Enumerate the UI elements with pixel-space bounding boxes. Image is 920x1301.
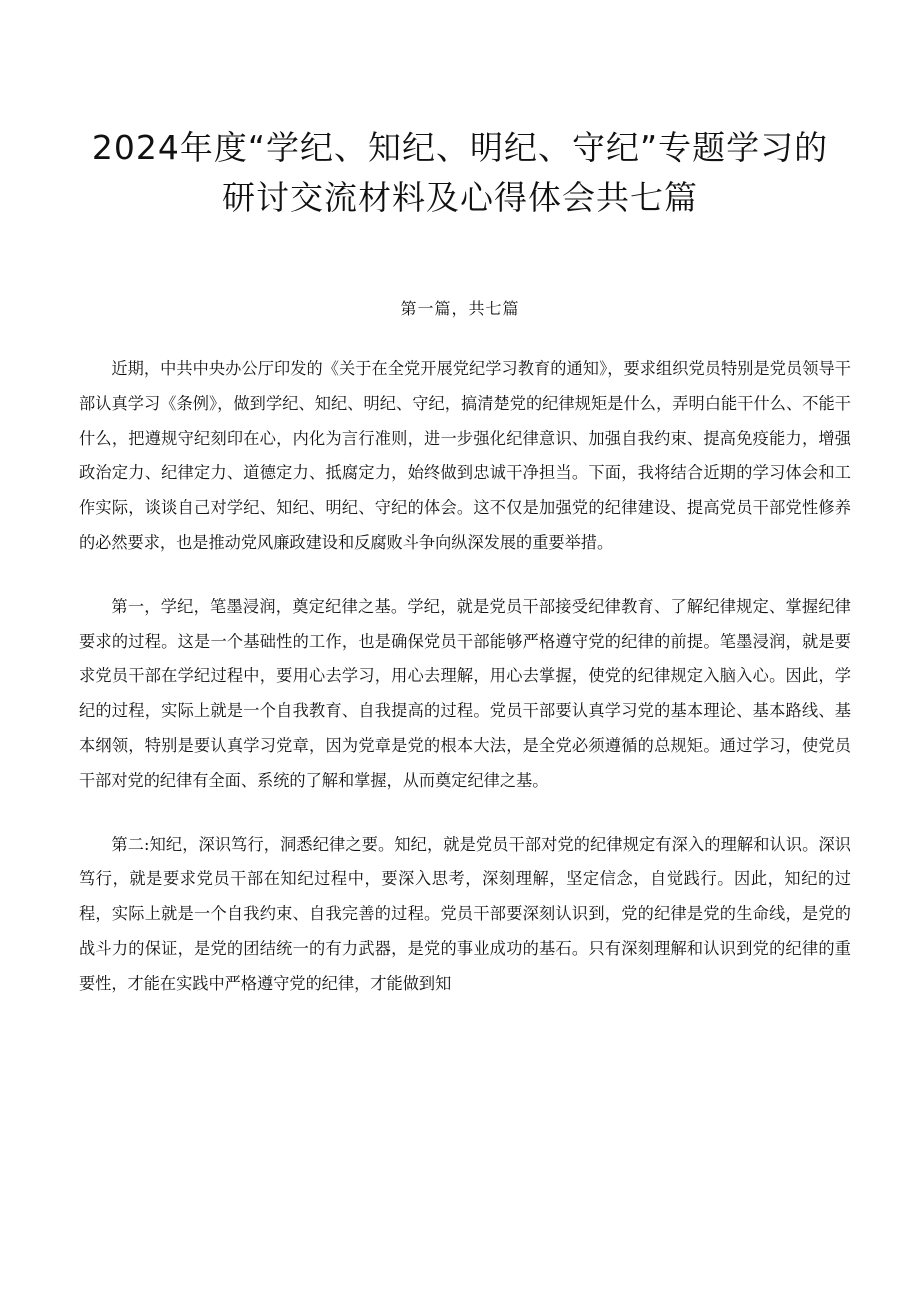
document-title-line-2: 研讨交流材料及心得体会共七篇 [222,178,698,217]
document-body [79,352,851,1031]
section-heading: 第一篇，共七篇 [400,299,520,318]
paragraph-first-point: 第一，学纪，笔墨浸润，奠定纪律之基。学纪，就是党员干部接受纪律教育、了解纪律规定、掌握纪律要求的过程。这是一个基础性的工作，也是确保党员干部能够严格遵守党的纪律的前提。笔墨浸润，就是要求党员干部在学纪过程中，要用心去学习，用心去理解，用心去掌握，使党的纪律规定入脑入心。因此，学纪的过程，实际上就是一个自我教育、自我提高的过程。党员干部要认真学习党的基本理论、基本路线、基本纲领，特别是要认真学习党章，因为党章是党的根本大法，是全党必须遵循的总规矩。通过学习，使党员干部对党的纪律有全面、系统的了解和掌握，从而奠定纪律之基。 [79,596,851,790]
paragraph-second-point: 第二:知纪，深识笃行，洞悉纪律之要。知纪，就是党员干部对党的纪律规定有深入的理解和认识。深识笃行，就是要求党员干部在知纪过程中，要深入思考，深刻理解，坚定信念，自觉践行。因此，知纪的过程，实际上就是一个自我约束、自我完善的过程。党员干部要深刻认识到，党的纪律是党的生命线，是党的战斗力的保证，是党的团结统一的有力武器，是党的事业成功的基石。只有深刻理解和认识到党的纪律的重要性，才能在实践中严格遵守党的纪律，才能做到知 [79,834,851,993]
document-title-line-1: 2024年度“学纪、知纪、明纪、守纪”专题学习的 [91,128,829,167]
paragraph-intro: 近期，中共中央办公厅印发的《关于在全党开展党纪学习教育的通知》，要求组织党员特别是党员领导干部认真学习《条例》，做到学纪、知纪、明纪、守纪，搞清楚党的纪律规矩是什么，弄明白能干什么、不能干什么，把遵规守纪刻印在心，内化为言行准则，进一步强化纪律意识、加强自我约束、提高免疫能力，增强政治定力、纪律定力、道德定力、抵腐定力，始终做到忠诚干净担当。下面，我将结合近期的学习体会和工作实际，谈谈自己对学纪、知纪、明纪、守纪的体会。这不仅是加强党的纪律建设、提高党员干部党性修养的必然要求，也是推动党风廉政建设和反腐败斗争向纵深发展的重要举措。 [79,359,851,552]
